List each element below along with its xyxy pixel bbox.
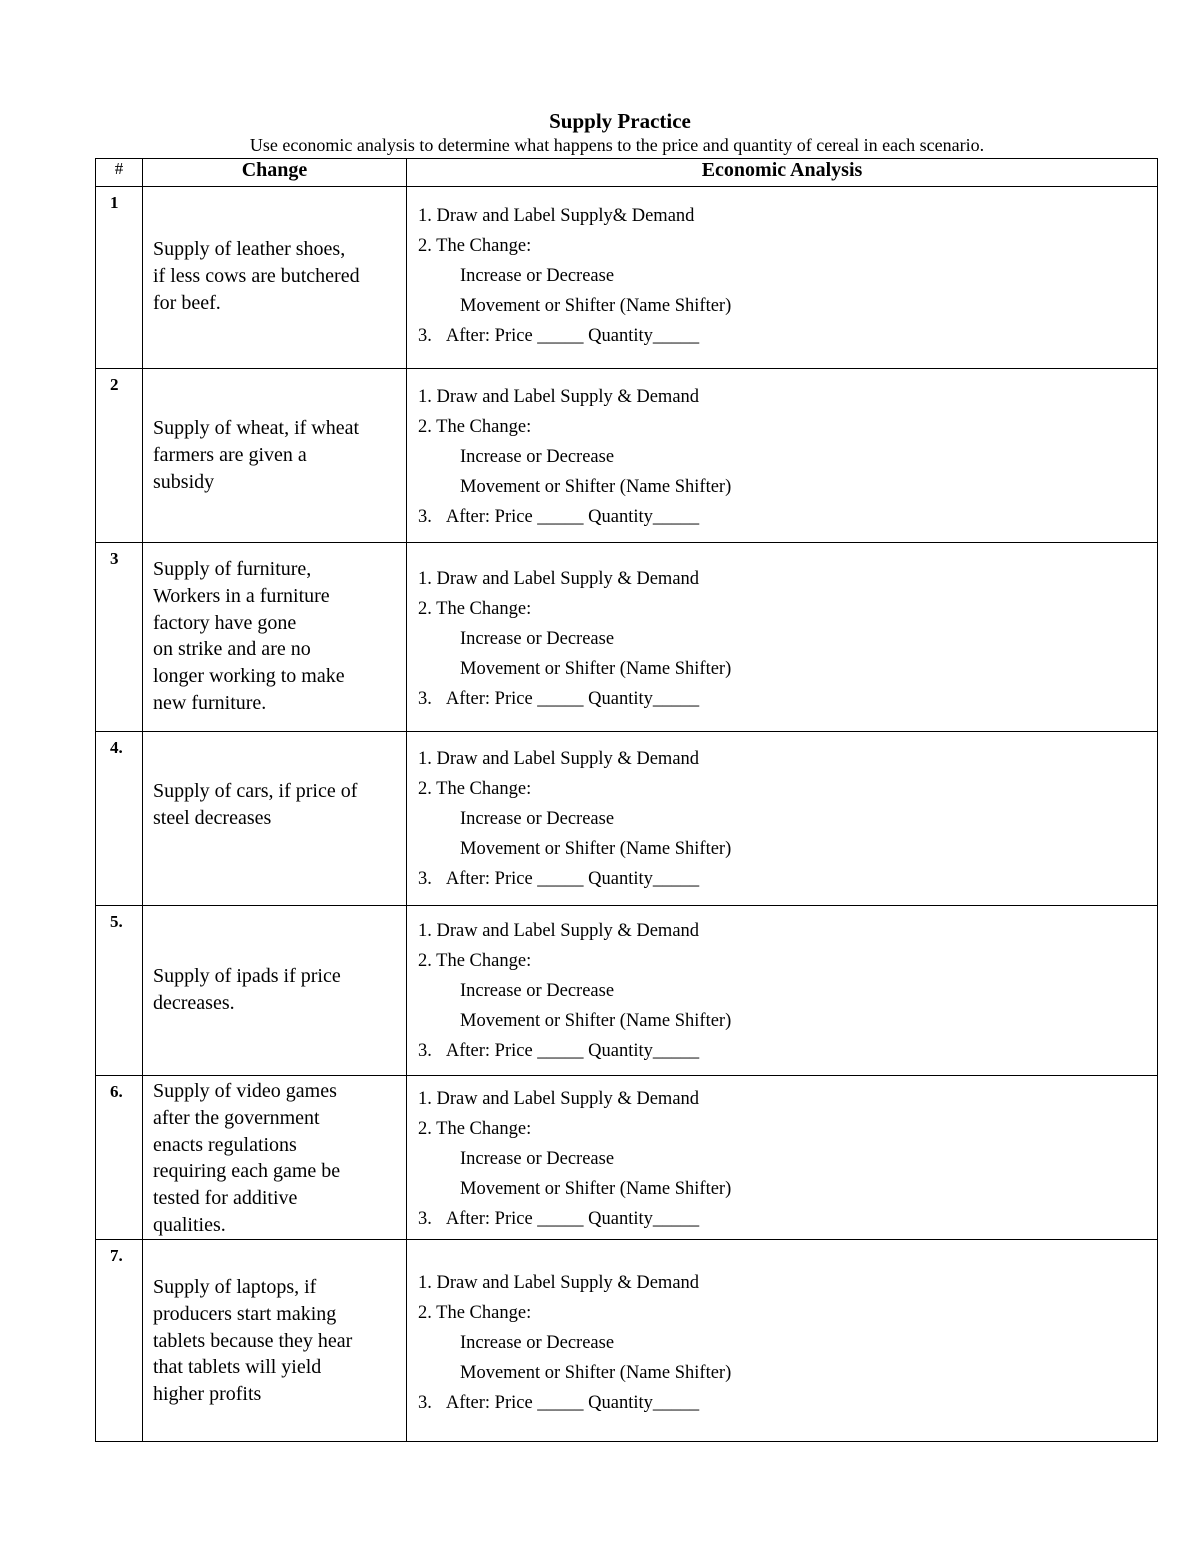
step-after <box>418 321 731 351</box>
step-after-label: After: Price _____ Quantity_____ <box>445 507 700 527</box>
step-the-change: 2. The Change: <box>418 951 532 971</box>
step-draw-label: 1. Draw and Label Supply & Demand <box>418 569 700 589</box>
change-text: Supply of wheat, if wheat farmers are given a subsidy <box>153 417 360 493</box>
step-the-change: 2. The Change: <box>418 779 532 799</box>
table-row <box>96 906 1158 1076</box>
option-increase-decrease: Increase or Decrease <box>460 266 615 286</box>
change-text: Supply of furniture, Workers in a furniture factory have gone on strike and are no longer working to make new furniture. <box>153 558 345 714</box>
change-cell <box>143 906 407 1076</box>
option-movement-shifter: Movement or Shifter (Name Shifter) <box>460 659 732 679</box>
step-after-label: After: Price _____ Quantity_____ <box>445 1209 700 1229</box>
table-row <box>96 369 1158 543</box>
step-after <box>418 684 731 714</box>
analysis-cell <box>407 1240 1158 1442</box>
analysis-cell <box>407 732 1158 906</box>
row-number: 1 <box>96 187 143 369</box>
step-after-number: 3. <box>418 1041 432 1061</box>
row-number: 5. <box>96 906 143 1076</box>
analysis-cell <box>407 369 1158 543</box>
analysis-steps <box>418 744 731 894</box>
step-draw-label: 1. Draw and Label Supply& Demand <box>418 206 695 226</box>
step-the-change: 2. The Change: <box>418 1119 532 1139</box>
option-movement-shifter: Movement or Shifter (Name Shifter) <box>460 296 732 316</box>
step-draw-label: 1. Draw and Label Supply & Demand <box>418 1089 700 1109</box>
option-movement-shifter: Movement or Shifter (Name Shifter) <box>460 839 732 859</box>
step-draw-label: 1. Draw and Label Supply & Demand <box>418 387 700 407</box>
row-number: 6. <box>96 1076 143 1240</box>
instructions: Use economic analysis to determine what happens to the price and quantity of cereal in each scenario. <box>249 135 985 155</box>
row-number: 4. <box>96 732 143 906</box>
analysis-cell <box>407 543 1158 732</box>
change-cell <box>143 1240 407 1442</box>
step-after <box>418 1388 731 1418</box>
option-increase-decrease: Increase or Decrease <box>460 981 615 1001</box>
change-text: Supply of leather shoes, if less cows are butchered for beef. <box>153 238 360 314</box>
option-movement-shifter: Movement or Shifter (Name Shifter) <box>460 477 732 497</box>
option-increase-decrease: Increase or Decrease <box>460 629 615 649</box>
step-after-number: 3. <box>418 689 432 709</box>
table-row <box>96 732 1158 906</box>
row-number: 2 <box>96 369 143 543</box>
table-row <box>96 187 1158 369</box>
table-row <box>96 1240 1158 1442</box>
step-after <box>418 1036 731 1066</box>
analysis-steps <box>418 1268 731 1418</box>
step-draw-label: 1. Draw and Label Supply & Demand <box>418 921 700 941</box>
step-after-number: 3. <box>418 1393 432 1413</box>
step-after-number: 3. <box>418 1209 432 1229</box>
change-text: Supply of laptops, if producers start making tablets because they hear that tablets will yield higher profits <box>153 1276 353 1406</box>
option-increase-decrease: Increase or Decrease <box>460 1333 615 1353</box>
step-after-number: 3. <box>418 507 432 527</box>
step-the-change: 2. The Change: <box>418 1303 532 1323</box>
analysis-steps <box>418 382 731 532</box>
step-after-number: 3. <box>418 869 432 889</box>
document-title: Supply Practice <box>549 109 691 133</box>
step-the-change: 2. The Change: <box>418 417 532 437</box>
step-after-label: After: Price _____ Quantity_____ <box>445 869 700 889</box>
analysis-cell <box>407 906 1158 1076</box>
option-movement-shifter: Movement or Shifter (Name Shifter) <box>460 1179 732 1199</box>
option-increase-decrease: Increase or Decrease <box>460 809 615 829</box>
step-after-number: 3. <box>418 326 432 346</box>
change-text: Supply of video games after the government enacts regulations requiring each game be tested for additive qualities. <box>153 1080 341 1236</box>
change-cell <box>143 187 407 369</box>
step-the-change: 2. The Change: <box>418 236 532 256</box>
step-after-label: After: Price _____ Quantity_____ <box>445 1041 700 1061</box>
analysis-steps <box>418 916 731 1066</box>
analysis-steps <box>418 564 731 714</box>
step-draw-label: 1. Draw and Label Supply & Demand <box>418 1273 700 1293</box>
analysis-steps <box>418 201 731 351</box>
step-after <box>418 864 731 894</box>
step-after <box>418 502 731 532</box>
option-movement-shifter: Movement or Shifter (Name Shifter) <box>460 1363 732 1383</box>
change-text: Supply of ipads if price decreases. <box>153 965 341 1014</box>
step-the-change: 2. The Change: <box>418 599 532 619</box>
step-after <box>418 1204 731 1234</box>
header-economic-analysis: Economic Analysis <box>407 159 1158 187</box>
option-movement-shifter: Movement or Shifter (Name Shifter) <box>460 1011 732 1031</box>
change-cell <box>143 732 407 906</box>
analysis-cell <box>407 1076 1158 1240</box>
header-number: # <box>96 159 143 187</box>
row-number: 3 <box>96 543 143 732</box>
table-row <box>96 1076 1158 1240</box>
analysis-steps <box>418 1084 731 1234</box>
header-row <box>96 159 1158 187</box>
header-change: Change <box>143 159 407 187</box>
step-after-label: After: Price _____ Quantity_____ <box>445 326 700 346</box>
row-number: 7. <box>96 1240 143 1442</box>
change-text: Supply of cars, if price of steel decreases <box>153 780 358 829</box>
step-after-label: After: Price _____ Quantity_____ <box>445 689 700 709</box>
step-after-label: After: Price _____ Quantity_____ <box>445 1393 700 1413</box>
option-increase-decrease: Increase or Decrease <box>460 447 615 467</box>
change-cell <box>143 543 407 732</box>
table-row <box>96 543 1158 732</box>
change-cell <box>143 369 407 543</box>
change-cell <box>143 1076 407 1240</box>
analysis-cell <box>407 187 1158 369</box>
supply-practice-table <box>95 158 1158 1442</box>
option-increase-decrease: Increase or Decrease <box>460 1149 615 1169</box>
step-draw-label: 1. Draw and Label Supply & Demand <box>418 749 700 769</box>
